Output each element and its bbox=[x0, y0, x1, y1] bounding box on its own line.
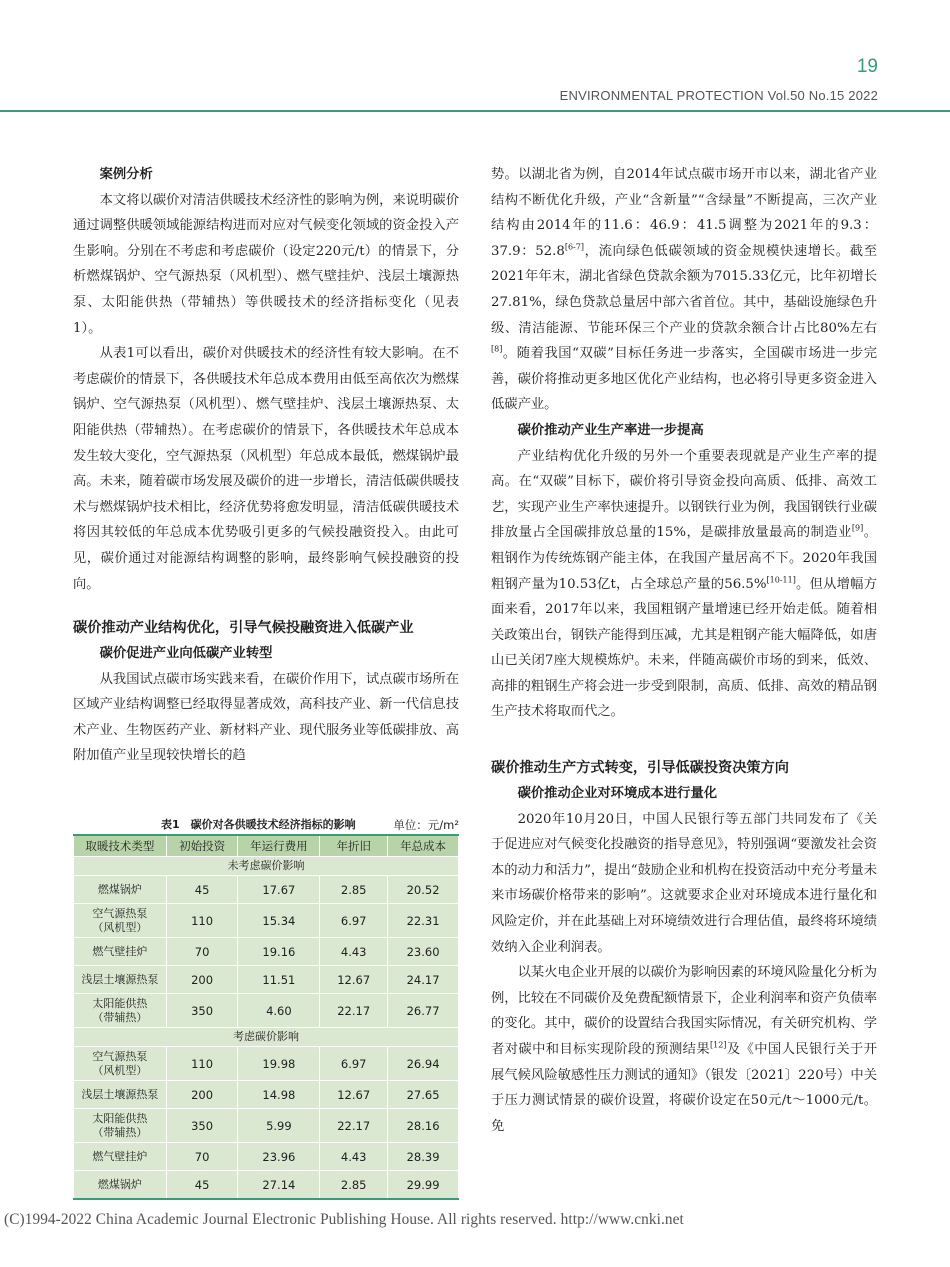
cell-dep: 22.17 bbox=[320, 994, 388, 1028]
cell-invest: 200 bbox=[166, 966, 238, 994]
cell-total: 28.16 bbox=[388, 1109, 459, 1143]
subheading: 碳价促进产业向低碳产业转型 bbox=[99, 646, 273, 662]
cell-run: 23.96 bbox=[238, 1143, 320, 1171]
cell-name: 浅层土壤源热泵 bbox=[74, 1081, 167, 1109]
cell-dep: 22.17 bbox=[320, 1109, 388, 1143]
column-header: 年总成本 bbox=[388, 835, 459, 857]
cell-total: 20.52 bbox=[388, 876, 459, 904]
copyright-footer: (C)1994-2022 China Academic Journal Electronic Publishing House. All rights reserved. http://www.cnki.net bbox=[4, 1211, 684, 1228]
table-caption: 表1 碳价对各供暖技术经济指标的影响 bbox=[161, 818, 356, 831]
section-row bbox=[74, 857, 459, 876]
left-column bbox=[73, 162, 459, 769]
journal-header: ENVIRONMENTAL PROTECTION Vol.50 No.15 2022 bbox=[559, 88, 878, 103]
cell-total: 27.65 bbox=[388, 1081, 459, 1109]
section-label: 未考虑碳价影响 bbox=[74, 857, 459, 876]
cell-name: 空气源热泵 （风机型） bbox=[74, 1047, 167, 1081]
table-row bbox=[74, 1143, 459, 1171]
cell-run: 11.51 bbox=[238, 966, 320, 994]
cell-run: 15.34 bbox=[238, 904, 320, 938]
section-heading: 碳价推动产业结构优化，引导气候投融资进入低碳产业 bbox=[73, 620, 414, 637]
cell-dep: 4.43 bbox=[320, 938, 388, 966]
cell-run: 14.98 bbox=[238, 1081, 320, 1109]
text-run: 。但从增幅方面来看，2017年以来，我国粗钢产量增速已经开始走低。随着相关政策出台，钢铁产能得到压减，尤其是粗钢产能大幅降低，如唐山已关闭7座大规模炼炉。未来，伴随高碳价市场的到来，低效、高排的粗钢生产将会进一步受到限制，高质、低排、高效的精品钢生产技术将取而代之。 bbox=[491, 576, 877, 720]
table-row bbox=[74, 1109, 459, 1143]
table-caption-bar bbox=[73, 816, 459, 834]
cell-name: 燃气壁挂炉 bbox=[74, 938, 167, 966]
cell-invest: 70 bbox=[166, 1143, 238, 1171]
citation[interactable]: [8] bbox=[491, 344, 503, 354]
cell-name: 太阳能供热 （带辅热） bbox=[74, 1109, 167, 1143]
cell-name: 燃煤锅炉 bbox=[74, 1171, 167, 1200]
cell-dep: 2.85 bbox=[320, 876, 388, 904]
text-run: 。随着我国“双碳”目标任务进一步落实，全国碳市场进一步完善，碳价将推动更多地区优化产业结构，也必将引导更多资金进入低碳产业。 bbox=[491, 346, 877, 413]
table-1 bbox=[73, 816, 459, 1200]
table-header-row bbox=[74, 835, 459, 857]
column-header: 年折旧 bbox=[320, 835, 388, 857]
cell-invest: 350 bbox=[166, 994, 238, 1028]
table-row bbox=[74, 1081, 459, 1109]
text-run: 。粗钢作为传统炼钢产能主体，在我国产量居高不下。2020年我国粗钢产量为10.53亿t，占全球总产量的56.5% bbox=[491, 525, 878, 592]
citation[interactable]: [10-11] bbox=[766, 575, 796, 585]
section-row bbox=[74, 1028, 459, 1047]
cell-run: 27.14 bbox=[238, 1171, 320, 1200]
paragraph: 本文将以碳价对清洁供暖技术经济性的影响为例，来说明碳价通过调整供暖领域能源结构进而对应对气候变化领域的资金投入产生影响。分别在不考虑和考虑碳价（设定220元/t）的情景下，分析燃煤锅炉、空气源热泵（风机型）、燃气壁挂炉、浅层土壤源热泵、太阳能供热（带辅热）等供暖技术的经济指标变化（见表1）。 bbox=[73, 192, 459, 336]
citation[interactable]: [9] bbox=[851, 523, 864, 533]
cell-total: 24.17 bbox=[388, 966, 459, 994]
cell-dep: 6.97 bbox=[320, 904, 388, 938]
section-heading: 碳价推动生产方式转变，引导低碳投资决策方向 bbox=[491, 760, 789, 777]
text-run: 以某火电企业开展的以碳价为影响因素的环境风险量化分析为例，比较在不同碳价及免费配额情景下，企业利润率和资产负债率的变化。其中，碳价的设置结合我国实际情况，有关研究机构、学者对碳中和目标实现阶段的预测结果 bbox=[491, 965, 877, 1057]
text-run: 产业结构优化升级的另外一个重要表现就是产业生产率的提高。在“双碳”目标下，碳价将引导资金投向高质、低排、高效工艺，实现产业生产率快速提升。以钢铁行业为例，我国钢铁行业碳排放量占全国碳排放总量的15%，是碳排放量最高的制造业 bbox=[491, 448, 877, 541]
text-run: ，流向绿色低碳领域的资金规模快速增长。截至2021年年末，湖北省绿色贷款余额为7015.33亿元，比年初增长27.81%，绿色贷款总量居中部六省首位。其中，基础设施绿色升级、清洁能源、节能环保三个产业的贷款余额合计占比80%左右 bbox=[491, 243, 877, 336]
section-label: 考虑碳价影响 bbox=[74, 1028, 459, 1047]
table-row bbox=[74, 1047, 459, 1081]
cell-total: 28.39 bbox=[388, 1143, 459, 1171]
table-row bbox=[74, 1171, 459, 1200]
cell-name: 燃煤锅炉 bbox=[74, 876, 167, 904]
table-row bbox=[74, 938, 459, 966]
table-row bbox=[74, 994, 459, 1028]
cell-run: 19.16 bbox=[238, 938, 320, 966]
cell-total: 26.77 bbox=[388, 994, 459, 1028]
paragraph: 从我国试点碳市场实践来看，在碳价作用下，试点碳市场所在区域产业结构调整已经取得显著成效，高科技产业、新一代信息技术产业、生物医药产业、新材料产业、现代服务业等低碳排放、高附加值产业呈现较快增长的趋 bbox=[73, 671, 459, 764]
paragraph bbox=[491, 444, 877, 726]
column-header: 初始投资 bbox=[166, 835, 238, 857]
cell-total: 29.99 bbox=[388, 1171, 459, 1200]
cell-run: 5.99 bbox=[238, 1109, 320, 1143]
table-unit: 单位：元/m² bbox=[393, 818, 459, 832]
cell-dep: 2.85 bbox=[320, 1171, 388, 1200]
subheading-case-analysis: 案例分析 bbox=[99, 167, 153, 182]
column-header: 取暖技术类型 bbox=[74, 835, 167, 857]
data-table bbox=[73, 834, 459, 1200]
table-row bbox=[74, 904, 459, 938]
citation[interactable]: [12] bbox=[710, 1040, 727, 1050]
text-run: 及《中国人民银行关于开展气候风险敏感性压力测试的通知》（银发〔2021〕220号）中关于压力测试情景的碳价设置，将碳价设定在50元/t～1000元/t。免 bbox=[491, 1042, 878, 1134]
table-row bbox=[74, 966, 459, 994]
cell-invest: 200 bbox=[166, 1081, 238, 1109]
text-run: 势。以湖北省为例，自2014年试点碳市场开市以来，湖北省产业结构不断优化升级，产业“含新量”“含绿量”不断提高，三次产业结构由2014年的11.6：46.9：41.5调整为2021年的9.3：37.9：52.8 bbox=[491, 167, 877, 259]
paragraph bbox=[491, 960, 877, 1139]
cell-invest: 45 bbox=[166, 1171, 238, 1200]
cell-dep: 12.67 bbox=[320, 966, 388, 994]
cell-total: 26.94 bbox=[388, 1047, 459, 1081]
cell-invest: 350 bbox=[166, 1109, 238, 1143]
paragraph bbox=[491, 162, 877, 418]
cell-name: 空气源热泵 （风机型） bbox=[74, 904, 167, 938]
right-column bbox=[491, 162, 877, 1139]
cell-name: 燃气壁挂炉 bbox=[74, 1143, 167, 1171]
column-header: 年运行费用 bbox=[238, 835, 320, 857]
cell-dep: 4.43 bbox=[320, 1143, 388, 1171]
subheading: 碳价推动产业生产率进一步提高 bbox=[517, 422, 704, 438]
cell-run: 19.98 bbox=[238, 1047, 320, 1081]
header-rule bbox=[0, 110, 950, 112]
cell-invest: 110 bbox=[166, 904, 238, 938]
subheading: 碳价推动企业对环境成本进行量化 bbox=[517, 786, 718, 802]
cell-invest: 110 bbox=[166, 1047, 238, 1081]
cell-invest: 45 bbox=[166, 876, 238, 904]
cell-invest: 70 bbox=[166, 938, 238, 966]
cell-run: 4.60 bbox=[238, 994, 320, 1028]
citation[interactable]: [6-7] bbox=[564, 242, 584, 252]
cell-dep: 12.67 bbox=[320, 1081, 388, 1109]
cell-run: 17.67 bbox=[238, 876, 320, 904]
cell-total: 22.31 bbox=[388, 904, 459, 938]
cell-dep: 6.97 bbox=[320, 1047, 388, 1081]
cell-name: 太阳能供热 （带辅热） bbox=[74, 994, 167, 1028]
cell-total: 23.60 bbox=[388, 938, 459, 966]
paragraph: 从表1可以看出，碳价对供暖技术的经济性有较大影响。在不考虑碳价的情景下，各供暖技术年总成本费用由低至高依次为燃煤锅炉、空气源热泵（风机型）、燃气壁挂炉、浅层土壤源热泵、太阳能供热（带辅热）。在考虑碳价的情景下，各供暖技术年总成本发生较大变化，空气源热泵（风机型）年总成本最低，燃煤锅炉最高。未来，随着碳市场发展及碳价的进一步增长，清洁低碳供暖技术与燃煤锅炉技术相比，经济优势将愈发明显，清洁低碳供暖技术将因其较低的年总成本优势吸引更多的气候投融资投入。由此可见，碳价通过对能源结构调整的影响，最终影响气候投融资的投向。 bbox=[73, 346, 459, 592]
cell-name: 浅层土壤源热泵 bbox=[74, 966, 167, 994]
table-row bbox=[74, 876, 459, 904]
page-number: 19 bbox=[856, 56, 878, 77]
paragraph: 2020年10月20日，中国人民银行等五部门共同发布了《关于促进应对气候变化投融资的指导意见》，特别强调“要激发社会资本的动力和活力”，提出“鼓励企业和机构在投资活动中充分考量未来市场碳价格带来的影响”。这就要求企业对环境成本进行量化和风险定价，并在此基础上对环境绩效进行合理估值，最终将环境绩效纳入企业利润表。 bbox=[491, 811, 877, 955]
